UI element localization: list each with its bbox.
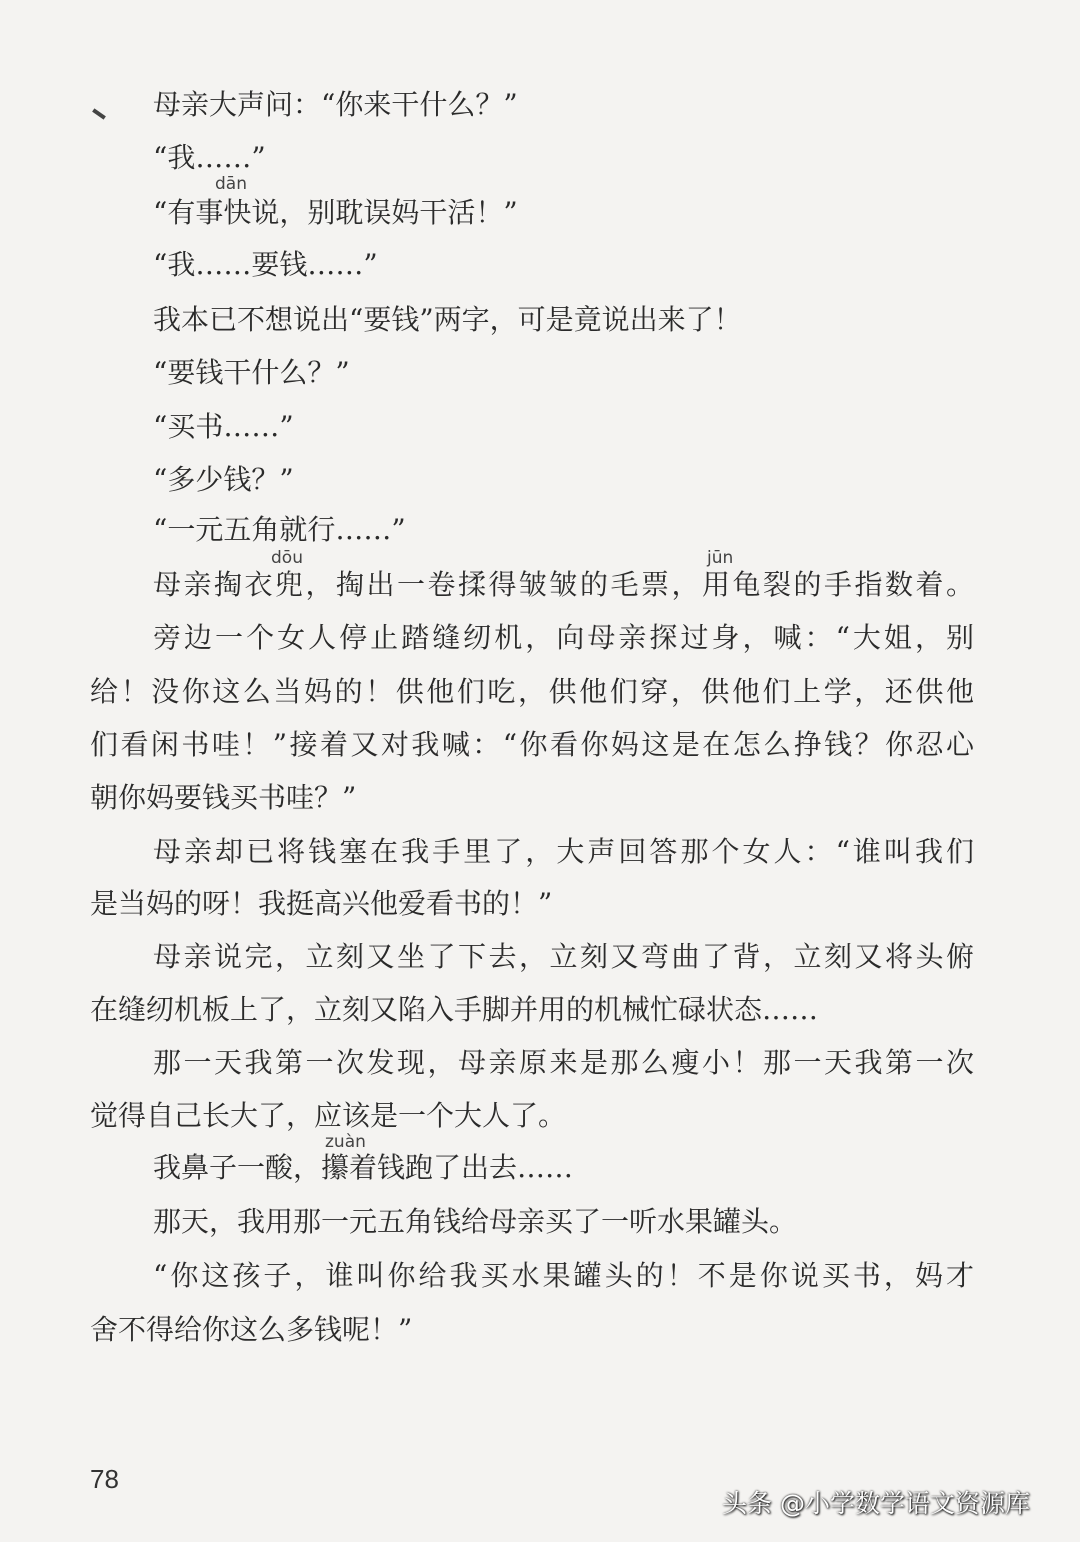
text-line: 那天，我用那一元五角钱给母亲买了一听水果罐头。 — [153, 1205, 798, 1238]
text-line: 母亲掏衣兜，掏出一卷揉得皱皱的毛票，用龟裂的手指数着。 — [153, 568, 974, 601]
text-line: 母亲却已将钱塞在我手里了，大声回答那个女人：“谁叫我们 — [153, 835, 974, 868]
pinyin-annotation: zuàn — [325, 1132, 366, 1152]
text-line: 我鼻子一酸，攥着钱跑了出去…… — [153, 1151, 574, 1184]
text-line: 那一天我第一次发现，母亲原来是那么瘦小！那一天我第一次 — [153, 1046, 974, 1079]
text-line: “买书……” — [153, 410, 294, 443]
text-line: 给！没你这么当妈的！供他们吃，供他们穿，供他们上学，还供他 — [90, 675, 974, 708]
scan-mark — [92, 108, 106, 119]
text-line: “有事快说，别耽误妈干活！” — [153, 196, 518, 229]
pinyin-annotation: jūn — [707, 548, 734, 568]
text-line: 母亲说完，立刻又坐了下去，立刻又弯曲了背，立刻又将头俯 — [153, 940, 974, 973]
text-line: “多少钱？” — [153, 463, 294, 496]
watermark: 头条 @小学数学语文资源库 — [722, 1489, 1030, 1518]
text-line: 朝你妈要钱买书哇？” — [90, 781, 357, 814]
text-line: 是当妈的呀！我挺高兴他爱看书的！” — [90, 887, 553, 920]
text-line: 觉得自己长大了，应该是一个大人了。 — [90, 1099, 567, 1132]
pinyin-annotation: dān — [215, 174, 247, 194]
text-line: “要钱干什么？” — [153, 356, 350, 389]
page-number: 78 — [90, 1464, 119, 1494]
text-line: “我……要钱……” — [153, 248, 378, 281]
text-line: 母亲大声问：“你来干什么？” — [153, 88, 518, 121]
text-line: “你这孩子，谁叫你给我买水果罐头的！不是你说买书，妈才 — [153, 1259, 974, 1292]
text-line: “一元五角就行……” — [153, 513, 406, 546]
text-line: 们看闲书哇！”接着又对我喊：“你看你妈这是在怎么挣钱？你忍心 — [90, 728, 974, 761]
text-line: 在缝纫机板上了，立刻又陷入手脚并用的机械忙碌状态…… — [90, 993, 819, 1026]
text-line: 我本已不想说出“要钱”两字，可是竟说出来了！ — [153, 303, 742, 336]
text-line: 舍不得给你这么多钱呢！” — [90, 1313, 413, 1346]
text-line: “我……” — [153, 141, 266, 174]
text-line: 旁边一个女人停止踏缝纫机，向母亲探过身，喊：“大姐，别 — [153, 621, 974, 654]
pinyin-annotation: dōu — [271, 548, 303, 568]
